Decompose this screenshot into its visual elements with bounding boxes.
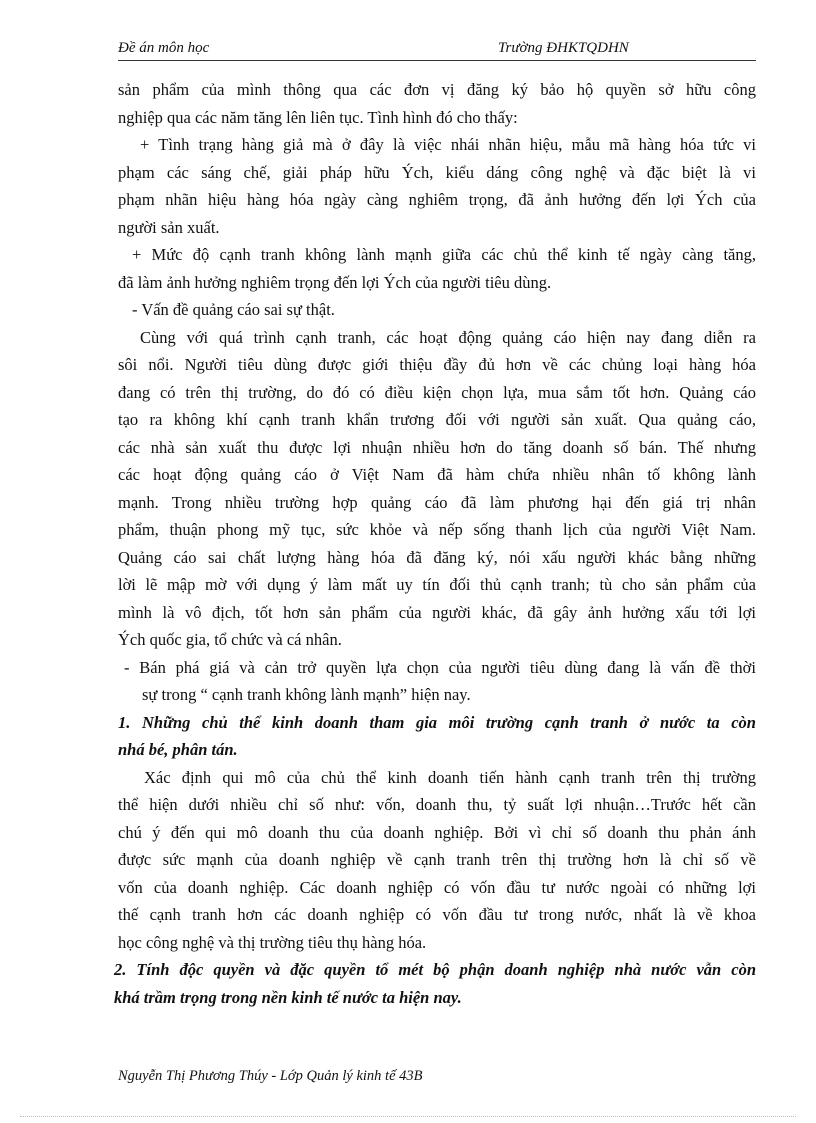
paragraph-line: sản phẩm của mình thông qua các đơn vị đăng ký bảo hộ quyền sở hữu công (118, 80, 756, 99)
paragraph-line: người sản xuất. (118, 217, 220, 237)
paragraph-line: + Mức độ cạnh tranh không lành mạnh giữa các chủ thể kinh tế ngày càng tăng, (132, 245, 756, 264)
paragraph-line: đang có trên thị trường, do đó có điều kiện chọn lựa, mua sắm tốt hơn. Quảng cáo (118, 382, 756, 402)
paragraph-line: tạo ra không khí cạnh tranh khẩn trương đối với người sản xuất. Qua quảng cáo, (118, 410, 756, 429)
paragraph-line: nghiệp qua các năm tăng lên liên tục. Tình hình đó cho thấy: (118, 107, 518, 127)
section-heading-line: khá trầm trọng trong nền kinh tế nước ta hiện nay. (114, 987, 462, 1007)
paragraph-line: Cùng với quá trình cạnh tranh, các hoạt động quảng cáo hiện nay đang diễn ra (140, 327, 756, 347)
paragraph-line: các hoạt động quảng cáo ở Việt Nam đã hàm chứa nhiều nhân tố không lành (118, 465, 756, 484)
paragraph-line: phạm các sáng chế, giải pháp hữu Ých, kiểu dáng công nghệ và đặc biệt là vi (118, 162, 756, 182)
section-heading-line: nhá bé, phân tán. (118, 740, 238, 759)
paragraph-line: - Vấn đề quảng cáo sai sự thật. (132, 300, 335, 319)
header-school-name: Trường ĐHKTQDHN (498, 40, 629, 56)
paragraph-line: vốn của doanh nghiệp. Các doanh nghiệp có vốn đầu tư nước ngoài có những lợi (118, 877, 756, 897)
page-header (118, 38, 756, 61)
paragraph-line: đã làm ảnh hưởng nghiêm trọng đến lợi Ých của người tiêu dùng. (118, 272, 552, 292)
paragraph-line: Quảng cáo sai chất lượng hàng hóa đã đăng ký, nói xấu người khác bằng những (118, 547, 756, 567)
page-footer: Nguyễn Thị Phương Thúy - Lớp Quản lý kinh tế 43B (118, 1068, 423, 1084)
paragraph-line: học công nghệ và thị trường tiêu thụ hàng hóa. (118, 932, 427, 952)
paragraph-line: phẩm, thuận phong mỹ tục, sức khỏe và nếp sống thanh lịch của người Việt Nam. (118, 520, 756, 539)
paragraph-line: Ých quốc gia, tổ chức và cá nhân. (118, 630, 342, 649)
paragraph-line: mình là vô địch, tốt hơn sản phẩm của người khác, đã gây ảnh hưởng xấu tới lợi (118, 602, 756, 622)
paragraph-line: phạm nhãn hiệu hàng hóa ngày càng nghiêm trọng, đã ảnh hưởng đến lợi Ých của (118, 190, 756, 209)
paragraph-line: thể hiện dưới nhiều chỉ số như: vốn, doanh thu, tỷ suất lợi nhuận…Trước hết cần (118, 795, 756, 814)
paragraph-line: chú ý đến qui mô doanh thu của doanh nghiệp. Bởi vì chỉ số doanh thu phản ánh (118, 822, 756, 842)
paragraph-line: mạnh. Trong nhiều trường hợp quảng cáo đã làm phương hại đến giá trị nhân (118, 492, 756, 512)
paragraph-line: các nhà sản xuất thu được lợi nhuận nhiều hơn do tăng doanh số bán. Thế nhưng (118, 437, 756, 457)
paragraph-line: Xác định qui mô của chủ thể kinh doanh tiến hành cạnh tranh trên thị trường (144, 767, 756, 787)
paragraph-line: thế cạnh tranh hơn các doanh nghiệp có vốn đầu tư trong nước, nhất là về khoa (118, 905, 756, 924)
paragraph-line: - Bán phá giá và cản trở quyền lựa chọn của người tiêu dùng đang là vấn đề thời (124, 657, 756, 677)
paragraph-line: sự trong “ cạnh tranh không lành mạnh” hiện nay. (142, 685, 471, 704)
section-heading-line: 1. Những chủ thể kinh doanh tham gia môi trường cạnh tranh ở nước ta còn (118, 712, 756, 732)
paragraph-line: lời lẽ mập mờ với dụng ý làm mất uy tín đối thủ cạnh tranh; tù cho sản phẩm của (118, 575, 756, 594)
paragraph-line: sôi nổi. Người tiêu dùng được giới thiệu đầy đủ hơn về các chủng loại hàng hóa (118, 355, 756, 374)
document-body (114, 76, 756, 1011)
paragraph-line: được sức mạnh của doanh nghiệp về cạnh tranh trên thị trường hơn là chỉ số về (118, 850, 756, 869)
page-bottom-border (20, 1116, 796, 1117)
section-heading-line: 2. Tính độc quyền và đặc quyền tổ mét bộ phận doanh nghiệp nhà nước vẫn còn (114, 960, 756, 979)
header-course-title: Đề án môn học (118, 40, 210, 56)
paragraph-line: + Tình trạng hàng giả mà ở đây là việc nhái nhãn hiệu, mẫu mã hàng hóa tức vi (140, 135, 756, 154)
